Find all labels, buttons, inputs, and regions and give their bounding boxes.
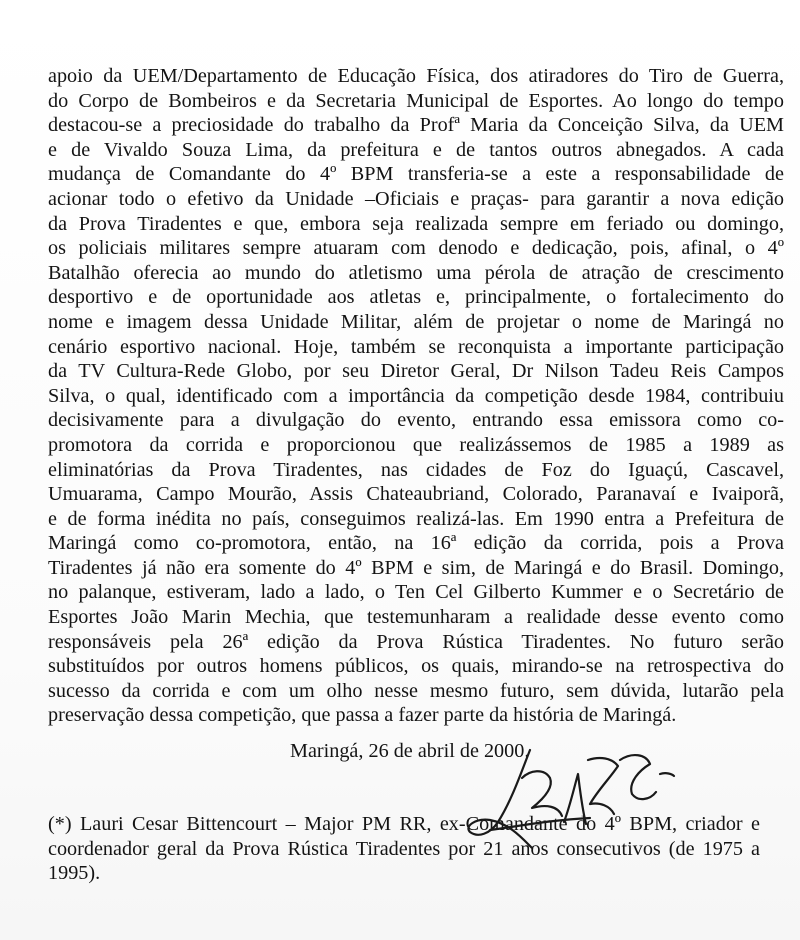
text-line: eliminatórias da Prova Tiradentes, nas cidades de Foz do Iguaçú, Cascavel,: [48, 458, 784, 481]
text-line: da TV Cultura-Rede Globo, por seu Diretor Geral, Dr Nilson Tadeu Reis Campos: [48, 360, 784, 383]
text-line: destacou-se a preciosidade do trabalho da Profª Maria da Conceição Silva, da UEM: [48, 114, 784, 137]
text-line: mudança de Comandante do 4º BPM transferia-se a este a responsabilidade de: [48, 163, 784, 186]
text-line: sucesso da corrida e com um olho nesse mesmo futuro, sem dúvida, lutarão pela: [48, 679, 784, 702]
text-line: e de forma inédita no país, conseguimos realizá-las. Em 1990 entra a Prefeitura de: [48, 507, 784, 530]
text-line: acionar todo o efetivo da Unidade –Oficiais e praças- para garantir a nova edição: [48, 187, 784, 210]
text-line: preservação dessa competição, que passa a fazer parte da história de Maringá.: [48, 704, 677, 727]
text-line: cenário esportivo nacional. Hoje, também se reconquista a importante participação: [48, 335, 784, 358]
text-line: decisivamente para a divulgação do evento, entrando essa emissora como co-: [48, 409, 784, 432]
text-line: Esportes João Marin Mechia, que testemunharam a realidade desse evento como: [48, 606, 784, 629]
text-line: Umuarama, Campo Mourão, Assis Chateaubriand, Colorado, Paranavaí e Ivaiporã,: [48, 483, 784, 506]
footnote-line: 1995).: [48, 862, 101, 885]
body-text: [48, 64, 784, 728]
text-line: do Corpo de Bombeiros e da Secretaria Municipal de Esportes. Ao longo do tempo: [48, 89, 784, 112]
text-line: os policiais militares sempre atuaram com denodo e dedicação, pois, afinal, o 4º: [48, 237, 784, 260]
text-line: Maringá como co-promotora, então, na 16ª edição da corrida, pois a Prova: [48, 532, 784, 555]
footnote-line: (*) Lauri Cesar Bittencourt – Major PM RR, ex-Comandante do 4º BPM, criador e: [48, 813, 760, 835]
text-line: da Prova Tiradentes e que, embora seja realizada sempre em feriado ou domingo,: [48, 212, 784, 235]
text-line: desportivo e de oportunidade aos atletas e, principalmente, o fortalecimento do: [48, 286, 784, 309]
text-line: apoio da UEM/Departamento de Educação Física, dos atiradores do Tiro de Guerra,: [48, 65, 784, 87]
text-line: responsáveis pela 26ª edição da Prova Rústica Tiradentes. No futuro serão: [48, 630, 784, 653]
text-line: Batalhão oferecia ao mundo do atletismo uma pérola de atração de crescimento: [48, 261, 784, 284]
text-line: nome e imagem dessa Unidade Militar, além de projetar o nome de Maringá no: [48, 310, 784, 333]
date-line: Maringá, 26 de abril de 2000.: [290, 740, 530, 762]
text-line: substituídos por outros homens públicos, os quais, mirando-se na retrospectiva do: [48, 655, 784, 678]
text-line: Silva, o qual, identificado com a importância da competição desde 1984, contribuiu: [48, 384, 784, 407]
text-line: e de Vivaldo Souza Lima, da prefeitura e de tantos outros abnegados. A cada: [48, 138, 784, 161]
footnote-line: coordenador geral da Prova Rústica Tiradentes por 21 anos consecutivos (de 1975 a: [48, 837, 760, 860]
text-line: Tiradentes já não era somente do 4º BPM e sim, de Maringá e do Brasil. Domingo,: [48, 556, 784, 579]
handwritten-signature: [460, 730, 690, 870]
text-line: promotora da corrida e proporcionou que realizássemos de 1985 a 1989 as: [48, 433, 784, 456]
text-line: no palanque, estiveram, lado a lado, o Ten Cel Gilberto Kummer e o Secretário de: [48, 581, 784, 604]
